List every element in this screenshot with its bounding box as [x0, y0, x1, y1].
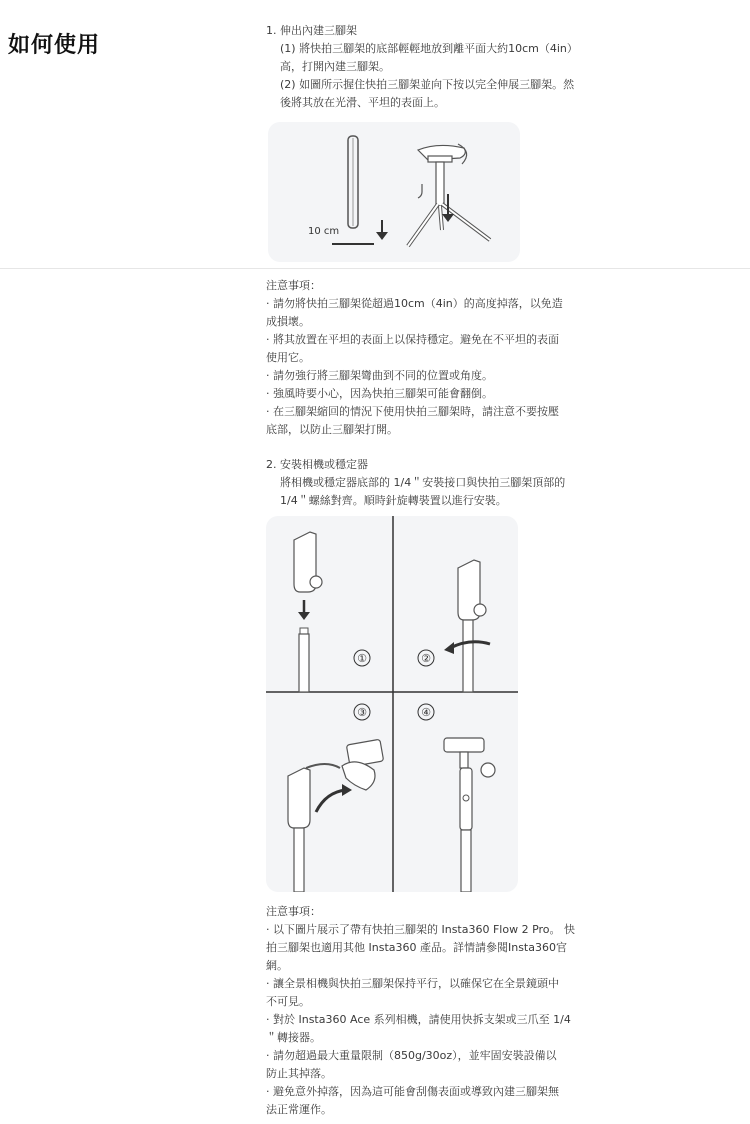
notes-2	[266, 903, 606, 1119]
distance-label: 10 cm	[308, 226, 340, 237]
step-number: ②	[421, 652, 431, 665]
notes-1-line: · 將其放置在平坦的表面上以保持穩定。避免在不平坦的表面	[266, 333, 559, 346]
page-title: 如何使用	[8, 33, 101, 58]
notes-1-line: 底部，以防止三腳架打開。	[266, 423, 398, 436]
notes-2-line: · 以下圖片展示了帶有快拍三腳架的 Insta360 Flow 2 Pro。 快	[266, 923, 576, 936]
notes-1-heading: 注意事項：	[266, 279, 321, 292]
section-2-line: 1/4＂螺絲對齊。順時針旋轉裝置以進行安裝。	[280, 494, 507, 507]
step-number: ④	[421, 706, 431, 719]
section-1-line: 後將其放在光滑、平坦的表面上。	[280, 96, 445, 109]
section-1-line: (2) 如圖所示握住快拍三腳架並向下按以完全伸展三腳架。然	[280, 78, 575, 91]
section-2-heading: 2. 安裝相機或穩定器	[266, 458, 368, 471]
notes-1-line: 使用它。	[266, 351, 310, 364]
notes-2-line: ＂轉接器。	[266, 1031, 321, 1044]
notes-1-line: · 請勿將快拍三腳架從超過10cm（4in）的高度掉落，以免造	[266, 297, 563, 310]
section-1-text	[266, 22, 606, 112]
notes-2-line: · 讓全景相機與快拍三腳架保持平行，以確保它在全景鏡頭中	[266, 977, 559, 990]
notes-2-line: 法正常運作。	[266, 1103, 332, 1116]
notes-2-line: 網。	[266, 959, 288, 972]
section-1-line: 高，打開內建三腳架。	[280, 60, 390, 73]
section-1-heading: 1. 伸出內建三腳架	[266, 24, 357, 37]
notes-2-line: · 對於 Insta360 Ace 系列相機，請使用快拆支架或三爪至 1/4	[266, 1013, 571, 1026]
divider	[0, 268, 750, 269]
notes-1	[266, 277, 606, 439]
mounting-steps-illustration	[266, 516, 518, 892]
section-2-text	[266, 456, 606, 510]
notes-2-line: 拍三腳架也適用其他 Insta360 產品。詳情請參閱Insta360官	[266, 941, 567, 954]
notes-1-line: · 強風時要小心，因為快拍三腳架可能會翻倒。	[266, 387, 493, 400]
section-1-line: (1) 將快拍三腳架的底部輕輕地放到離平面大約10cm（4in）	[280, 42, 578, 55]
notes-2-line: 防止其掉落。	[266, 1067, 332, 1080]
notes-1-line: · 在三腳架縮回的情況下使用快拍三腳架時，請注意不要按壓	[266, 405, 559, 418]
notes-1-line: · 請勿強行將三腳架彎曲到不同的位置或角度。	[266, 369, 493, 382]
section-2-line: 將相機或穩定器底部的 1/4＂安裝接口與快拍三腳架頂部的	[280, 476, 566, 489]
step-number: ③	[357, 706, 367, 719]
notes-2-heading: 注意事項：	[266, 905, 321, 918]
tripod-extend-illustration	[268, 122, 520, 262]
notes-2-line: · 請勿超過最大重量限制（850g/30oz），並牢固安裝設備以	[266, 1049, 557, 1062]
step-number: ①	[357, 652, 367, 665]
notes-2-line: 不可見。	[266, 995, 310, 1008]
notes-1-line: 成損壞。	[266, 315, 310, 328]
notes-2-line: · 避免意外掉落，因為這可能會刮傷表面或導致內建三腳架無	[266, 1085, 559, 1098]
